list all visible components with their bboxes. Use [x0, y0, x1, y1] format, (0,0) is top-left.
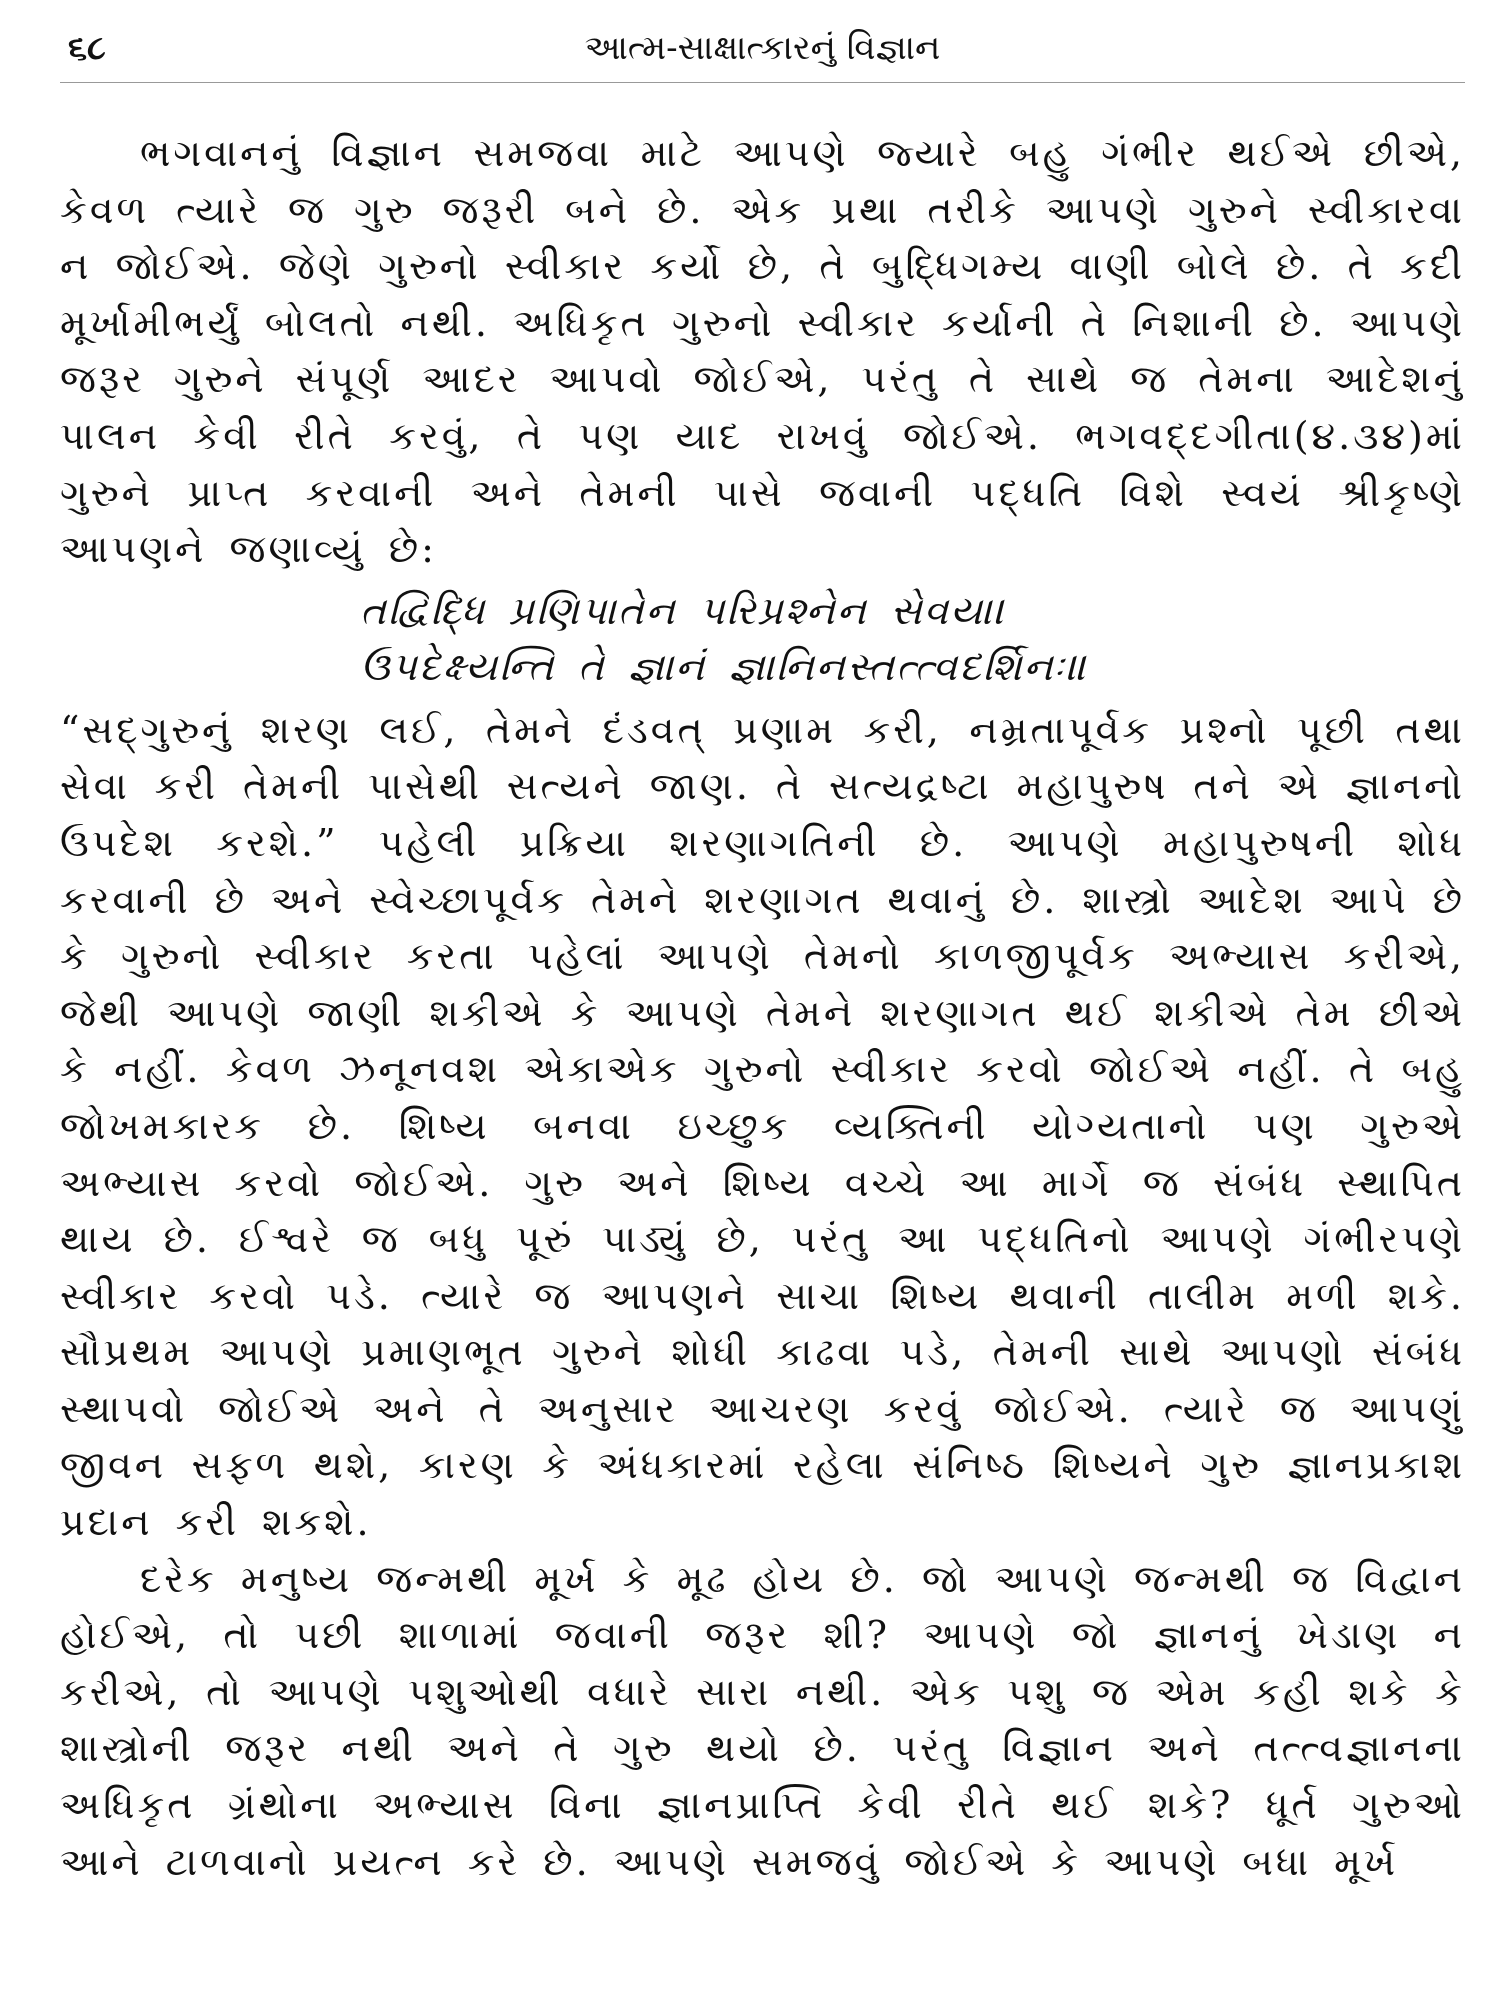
paragraph-2: “સદ્‌ગુરુનું શરણ લઈ, તેમને દંડવત્ પ્રણામ કરી, નમ્રતાપૂર્વક પ્રશ્નો પૂછી તથા સેવા કરી તેમની પાસેથી સત્યને જાણ. તે સત્યદ્રષ્ટા મહાપુરુષ તને એ જ્ઞાનનો ઉપદેશ કરશે.” પહેલી પ્રક્રિયા શરણાગતિની છે. આપણે મહાપુરુષની શોધ કરવાની છે અને સ્વેચ્છાપૂર્વક તેમને શરણાગત થવાનું છે. શાસ્ત્રો આદેશ આપે છે કે ગુરુનો સ્વીકાર કરતા પહેલાં આપણે તેમનો કાળજીપૂર્વક અભ્યાસ કરીએ, જેથી આપણે જાણી શકીએ કે આપણે તેમને શરણાગત થઈ શકીએ તેમ છીએ કે નહીં. કેવળ ઝનૂનવશ એકાએક ગુરુનો સ્વીકાર કરવો જોઈએ નહીં. તે બહુ જોખમકારક છે. શિષ્ય બનવા ઇચ્છુક વ્યક્તિની યોગ્યતાનો પણ ગુરુએ અભ્યાસ કરવો જોઈએ. ગુરુ અને શિષ્ય વચ્ચે આ માર્ગે જ સંબંધ સ્થાપિત થાય છે. ઈશ્વરે જ બધુ પૂરું પાડ્યું છે, પરંતુ આ પદ્ધતિનો આપણે ગંભીરપણે સ્વીકાર કરવો પડે. ત્યારે જ આપણને સાચા શિષ્ય થવાની તાલીમ મળી શકે. સૌપ્રથમ આપણે પ્રમાણભૂત ગુરુને શોધી કાઢવા પડે, તેમની સાથે આપણો સંબંધ સ્થાપવો જોઈએ અને તે અનુસાર આચરણ કરવું જોઈએ. ત્યારે જ આપણું જીવન સફળ થશે, કારણ કે અંધકારમાં રહેલા સંનિષ્ઠ શિષ્યને ગુરુ જ્ઞાનપ્રકાશ પ્રદાન કરી શકશે. — [60, 707, 1465, 1545]
page-header — [60, 20, 1465, 83]
paragraph-3: દરેક મનુષ્ય જન્મથી મૂર્ખ કે મૂઢ હોય છે. જો આપણે જન્મથી જ વિદ્વાન હોઈએ, તો પછી શાળામાં જવાની જરૂર શી? આપણે જો જ્ઞાનનું ખેડાણ ન કરીએ, તો આપણે પશુઓથી વધારે સારા નથી. એક પશુ જ એમ કહી શકે કે શાસ્ત્રોની જરૂર નથી અને તે ગુરુ થયો છે. પરંતુ વિજ્ઞાન અને તત્ત્વજ્ઞાનના અધિકૃત ગ્રંથોના અભ્યાસ વિના જ્ઞાનપ્રાપ્તિ કેવી રીતે થઈ શકે? ધૂર્ત ગુરુઓ આને ટાળવાનો પ્રયત્ન કરે છે. આપણે સમજવું જોઈએ કે આપણે બધા મૂર્ખ — [60, 1556, 1465, 1884]
book-page — [60, 20, 1465, 1980]
verse-line-1: તદ્વિદ્ધિ પ્રણિપાતેન પરિપ્રશ્નેન સેવયા। — [360, 588, 1006, 634]
verse-line-2: ઉપદેક્ષ્યન્તિ તે જ્ઞાનં જ્ઞાનિનસ્તત્ત્વદર્શિનઃ॥ — [360, 644, 1089, 690]
verse-block — [60, 584, 1465, 696]
body-text — [60, 125, 1465, 1890]
running-title: આત્મ-સાક્ષાત્કારનું વિજ્ઞાન — [584, 28, 941, 68]
page-number: ૬૮ — [68, 28, 106, 68]
paragraph-1: ભગવાનનું વિજ્ઞાન સમજવા માટે આપણે જ્યારે બહુ ગંભીર થઈએ છીએ, કેવળ ત્યારે જ ગુરુ જરૂરી બને છે. એક પ્રથા તરીકે આપણે ગુરુને સ્વીકારવા ન જોઈએ. જેણે ગુરુનો સ્વીકાર કર્યો છે, તે બુદ્ધિગમ્ય વાણી બોલે છે. તે કદી મૂર્ખામીભર્યું બોલતો નથી. અધિકૃત ગુરુનો સ્વીકાર કર્યાની તે નિશાની છે. આપણે જરૂર ગુરુને સંપૂર્ણ આદર આપવો જોઈએ, પરંતુ તે સાથે જ તેમના આદેશનું પાલન કેવી રીતે કરવું, તે પણ યાદ રાખવું જોઈએ. ભગવદ્દગીતા(૪.૩૪)માં ગુરુને પ્રાપ્ત કરવાની અને તેમની પાસે જવાની પદ્ધતિ વિશે સ્વયં શ્રીકૃષ્ણે આપણને જણાવ્યું છે: — [60, 131, 1465, 572]
